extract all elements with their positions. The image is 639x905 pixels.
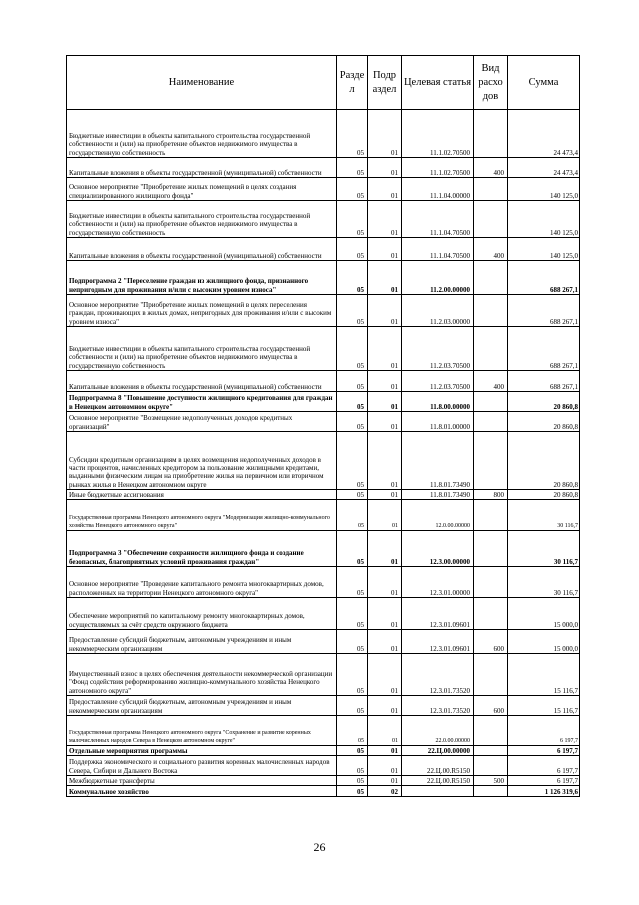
row-razdel: 05 bbox=[337, 178, 368, 201]
table-row bbox=[67, 696, 580, 716]
table-row bbox=[67, 490, 580, 500]
table-row bbox=[67, 776, 580, 786]
row-razdel: 05 bbox=[337, 238, 368, 261]
row-vid bbox=[474, 178, 508, 201]
row-sum: 20 860,8 bbox=[508, 432, 580, 490]
row-vid bbox=[474, 746, 508, 756]
row-sum: 688 267,1 bbox=[508, 261, 580, 295]
row-podrazdel: 01 bbox=[368, 178, 402, 201]
row-name: Коммунальное хозяйство bbox=[67, 786, 337, 797]
row-vid bbox=[474, 432, 508, 490]
row-article: 22.Ц.00.00000 bbox=[402, 746, 474, 756]
row-vid: 500 bbox=[474, 776, 508, 786]
row-name: Государственная программа Ненецкого автономного округа "Сохранение и развитие коренных малочисленных народов Севера в Ненецком автономном округе" bbox=[67, 716, 337, 746]
table-row bbox=[67, 371, 580, 392]
table-row bbox=[67, 110, 580, 158]
row-razdel: 05 bbox=[337, 432, 368, 490]
table-row bbox=[67, 178, 580, 201]
row-podrazdel: 01 bbox=[368, 371, 402, 392]
row-sum: 6 197,7 bbox=[508, 716, 580, 746]
row-name: Бюджетные инвестиции в объекты капитального строительства государственной собственности и (или) на приобретение объектов недвижимого имущества в государственную собственность bbox=[67, 201, 337, 238]
header-podrazdel: Подр аздел bbox=[368, 56, 402, 110]
row-article: 11.2.00.00000 bbox=[402, 261, 474, 295]
table-body bbox=[67, 110, 580, 797]
table-row bbox=[67, 238, 580, 261]
header-name: Наименование bbox=[67, 56, 337, 110]
row-vid bbox=[474, 500, 508, 531]
row-sum: 1 126 319,6 bbox=[508, 786, 580, 797]
table-row bbox=[67, 392, 580, 412]
row-podrazdel: 01 bbox=[368, 746, 402, 756]
row-vid: 400 bbox=[474, 238, 508, 261]
row-podrazdel: 01 bbox=[368, 490, 402, 500]
row-podrazdel: 01 bbox=[368, 392, 402, 412]
table-row bbox=[67, 295, 580, 327]
row-razdel: 05 bbox=[337, 531, 368, 567]
row-sum: 24 473,4 bbox=[508, 158, 580, 178]
row-razdel: 05 bbox=[337, 500, 368, 531]
row-vid bbox=[474, 295, 508, 327]
row-vid bbox=[474, 716, 508, 746]
row-sum: 15 000,0 bbox=[508, 630, 580, 654]
table-row bbox=[67, 756, 580, 776]
row-vid: 600 bbox=[474, 696, 508, 716]
table-row bbox=[67, 630, 580, 654]
row-sum: 6 197,7 bbox=[508, 756, 580, 776]
row-podrazdel: 01 bbox=[368, 295, 402, 327]
row-razdel: 05 bbox=[337, 696, 368, 716]
row-razdel: 05 bbox=[337, 654, 368, 696]
table-header-row bbox=[67, 56, 580, 110]
row-sum: 30 116,7 bbox=[508, 567, 580, 598]
row-sum: 140 125,0 bbox=[508, 201, 580, 238]
row-sum: 6 197,7 bbox=[508, 776, 580, 786]
table-row bbox=[67, 500, 580, 531]
row-article: 22.Ц.00.R5150 bbox=[402, 776, 474, 786]
row-razdel: 05 bbox=[337, 598, 368, 630]
row-razdel: 05 bbox=[337, 716, 368, 746]
row-name: Бюджетные инвестиции в объекты капитального строительства государственной собственности и (или) на приобретение объектов недвижимого имущества в государственную собственность bbox=[67, 327, 337, 371]
row-article: 22.Ц.00.R5150 bbox=[402, 756, 474, 776]
row-vid bbox=[474, 110, 508, 158]
row-article: 22.0.00.00000 bbox=[402, 716, 474, 746]
row-article: 12.3.01.73520 bbox=[402, 696, 474, 716]
row-podrazdel: 01 bbox=[368, 432, 402, 490]
row-vid bbox=[474, 392, 508, 412]
row-sum: 15 000,0 bbox=[508, 598, 580, 630]
row-razdel: 05 bbox=[337, 746, 368, 756]
row-name: Основное мероприятие "Проведение капитального ремонта многоквартирных домов, расположенных на территории Ненецкого автономного округа" bbox=[67, 567, 337, 598]
row-article: 12.0.00.00000 bbox=[402, 500, 474, 531]
row-razdel: 05 bbox=[337, 327, 368, 371]
row-razdel: 05 bbox=[337, 392, 368, 412]
row-vid bbox=[474, 531, 508, 567]
table-row bbox=[67, 746, 580, 756]
row-vid bbox=[474, 261, 508, 295]
row-article: 11.1.02.70500 bbox=[402, 158, 474, 178]
row-podrazdel: 01 bbox=[368, 776, 402, 786]
row-podrazdel: 01 bbox=[368, 201, 402, 238]
row-article: 11.2.03.70500 bbox=[402, 327, 474, 371]
row-article: 12.3.01.00000 bbox=[402, 567, 474, 598]
row-sum: 6 197,7 bbox=[508, 746, 580, 756]
row-sum: 24 473,4 bbox=[508, 110, 580, 158]
row-vid: 600 bbox=[474, 630, 508, 654]
row-article: 11.1.04.70500 bbox=[402, 201, 474, 238]
row-article: 12.3.01.09601 bbox=[402, 598, 474, 630]
row-vid bbox=[474, 201, 508, 238]
row-name: Предоставление субсидий бюджетным, автономным учреждениям и иным некоммерческим организациям bbox=[67, 696, 337, 716]
row-name: Подпрограмма 8 "Повышение доступности жилищного кредитования для граждан в Ненецком автономном округе" bbox=[67, 392, 337, 412]
row-razdel: 05 bbox=[337, 158, 368, 178]
row-name: Капитальные вложения в объекты государственной (муниципальной) собственности bbox=[67, 371, 337, 392]
row-name: Основное мероприятие "Возмещение недополученных доходов кредитных организаций" bbox=[67, 412, 337, 432]
row-podrazdel: 02 bbox=[368, 786, 402, 797]
table-row bbox=[67, 654, 580, 696]
row-article: 11.8.01.73490 bbox=[402, 490, 474, 500]
row-article: 12.3.00.00000 bbox=[402, 531, 474, 567]
table-row bbox=[67, 598, 580, 630]
table-row bbox=[67, 567, 580, 598]
row-name: Подпрограмма 2 "Переселение граждан из жилищного фонда, признанного непригодным для проживания и/или с высоким уровнем износа" bbox=[67, 261, 337, 295]
row-razdel: 05 bbox=[337, 786, 368, 797]
row-podrazdel: 01 bbox=[368, 531, 402, 567]
row-vid bbox=[474, 327, 508, 371]
row-sum: 15 116,7 bbox=[508, 654, 580, 696]
header-razdel: Разде л bbox=[337, 56, 368, 110]
row-sum: 20 860,8 bbox=[508, 392, 580, 412]
row-podrazdel: 01 bbox=[368, 327, 402, 371]
row-sum: 140 125,0 bbox=[508, 178, 580, 201]
row-sum: 30 116,7 bbox=[508, 500, 580, 531]
row-article: 11.8.00.00000 bbox=[402, 392, 474, 412]
row-razdel: 05 bbox=[337, 201, 368, 238]
row-article: 11.1.04.00000 bbox=[402, 178, 474, 201]
row-sum: 20 860,8 bbox=[508, 412, 580, 432]
row-name: Основное мероприятие "Приобретение жилых помещений в целях переселения граждан, проживающих в жилых домах, непригодных для проживания и/или с высоким уровнем износа" bbox=[67, 295, 337, 327]
row-podrazdel: 01 bbox=[368, 654, 402, 696]
budget-table bbox=[66, 55, 580, 797]
row-vid: 400 bbox=[474, 158, 508, 178]
row-article: 11.2.03.00000 bbox=[402, 295, 474, 327]
row-name: Основное мероприятие "Приобретение жилых помещений в целях создания специализированного жилищного фонда" bbox=[67, 178, 337, 201]
row-sum: 30 116,7 bbox=[508, 531, 580, 567]
row-sum: 688 267,1 bbox=[508, 371, 580, 392]
row-podrazdel: 01 bbox=[368, 412, 402, 432]
row-name: Государственная программа Ненецкого автономного округа "Модернизация жилищно-коммунального хозяйства Ненецкого автономного округа" bbox=[67, 500, 337, 531]
row-razdel: 05 bbox=[337, 412, 368, 432]
row-razdel: 05 bbox=[337, 567, 368, 598]
table-row bbox=[67, 786, 580, 797]
row-vid bbox=[474, 654, 508, 696]
row-article: 11.8.01.00000 bbox=[402, 412, 474, 432]
row-podrazdel: 01 bbox=[368, 567, 402, 598]
row-podrazdel: 01 bbox=[368, 696, 402, 716]
row-article: 11.1.02.70500 bbox=[402, 110, 474, 158]
table-row bbox=[67, 261, 580, 295]
row-razdel: 05 bbox=[337, 490, 368, 500]
row-podrazdel: 01 bbox=[368, 630, 402, 654]
row-vid: 400 bbox=[474, 371, 508, 392]
header-vid: Вид расхо дов bbox=[474, 56, 508, 110]
row-name: Имущественный взнос в целях обеспечения деятельности некоммерческой организации "Фонд содействия реформированию жилищно-коммунального хозяйства Ненецкого автономного округа" bbox=[67, 654, 337, 696]
table-row bbox=[67, 158, 580, 178]
table-row bbox=[67, 432, 580, 490]
row-name: Обеспечение мероприятий по капитальному ремонту многоквартирных домов, осуществляемых за счёт средств окружного бюджета bbox=[67, 598, 337, 630]
row-podrazdel: 01 bbox=[368, 238, 402, 261]
table-row bbox=[67, 716, 580, 746]
row-name: Отдельные мероприятия программы bbox=[67, 746, 337, 756]
row-podrazdel: 01 bbox=[368, 598, 402, 630]
row-razdel: 05 bbox=[337, 371, 368, 392]
header-article: Целевая статья bbox=[402, 56, 474, 110]
page-number: 26 bbox=[313, 840, 326, 854]
row-name: Межбюджетные трансферты bbox=[67, 776, 337, 786]
row-sum: 688 267,1 bbox=[508, 327, 580, 371]
row-razdel: 05 bbox=[337, 295, 368, 327]
row-razdel: 05 bbox=[337, 630, 368, 654]
row-vid bbox=[474, 598, 508, 630]
row-vid bbox=[474, 756, 508, 776]
row-vid bbox=[474, 412, 508, 432]
row-name: Капитальные вложения в объекты государственной (муниципальной) собственности bbox=[67, 158, 337, 178]
row-podrazdel: 01 bbox=[368, 500, 402, 531]
row-razdel: 05 bbox=[337, 776, 368, 786]
row-podrazdel: 01 bbox=[368, 110, 402, 158]
row-article: 11.2.03.70500 bbox=[402, 371, 474, 392]
row-sum: 688 267,1 bbox=[508, 295, 580, 327]
row-podrazdel: 01 bbox=[368, 261, 402, 295]
row-name: Поддержка экономического и социального развития коренных малочисленных народов Севера, Сибири и Дальнего Востока bbox=[67, 756, 337, 776]
row-podrazdel: 01 bbox=[368, 756, 402, 776]
row-sum: 140 125,0 bbox=[508, 238, 580, 261]
row-article: 11.1.04.70500 bbox=[402, 238, 474, 261]
row-name: Капитальные вложения в объекты государственной (муниципальной) собственности bbox=[67, 238, 337, 261]
row-article: 12.3.01.09601 bbox=[402, 630, 474, 654]
row-podrazdel: 01 bbox=[368, 158, 402, 178]
row-razdel: 05 bbox=[337, 110, 368, 158]
row-podrazdel: 01 bbox=[368, 716, 402, 746]
row-sum: 15 116,7 bbox=[508, 696, 580, 716]
row-razdel: 05 bbox=[337, 756, 368, 776]
row-name: Предоставление субсидий бюджетным, автономным учреждениям и иным некоммерческим организациям bbox=[67, 630, 337, 654]
row-sum: 20 860,8 bbox=[508, 490, 580, 500]
row-vid: 800 bbox=[474, 490, 508, 500]
table-row bbox=[67, 327, 580, 371]
row-name: Бюджетные инвестиции в объекты капитального строительства государственной собственности и (или) на приобретение объектов недвижимого имущества в государственную собственность bbox=[67, 110, 337, 158]
row-article: 12.3.01.73520 bbox=[402, 654, 474, 696]
row-article bbox=[402, 786, 474, 797]
row-name: Иные бюджетные ассигнования bbox=[67, 490, 337, 500]
row-vid bbox=[474, 567, 508, 598]
row-name: Подпрограмма 3 "Обеспечение сохранности жилищного фонда и создание безопасных, благоприятных условий проживания граждан" bbox=[67, 531, 337, 567]
table-row bbox=[67, 201, 580, 238]
header-sum: Сумма bbox=[508, 56, 580, 110]
row-article: 11.8.01.73490 bbox=[402, 432, 474, 490]
row-vid bbox=[474, 786, 508, 797]
table-row bbox=[67, 412, 580, 432]
table-row bbox=[67, 531, 580, 567]
row-razdel: 05 bbox=[337, 261, 368, 295]
row-name: Субсидии кредитным организациям в целях возмещения недополученных доходов в части процентов, начисленных кредитором за пользование жилищными кредитами, выданными физическим лицам на приобретение жилья на первичном или вторичном рынках жилья в Ненецком автономном округе bbox=[67, 432, 337, 490]
